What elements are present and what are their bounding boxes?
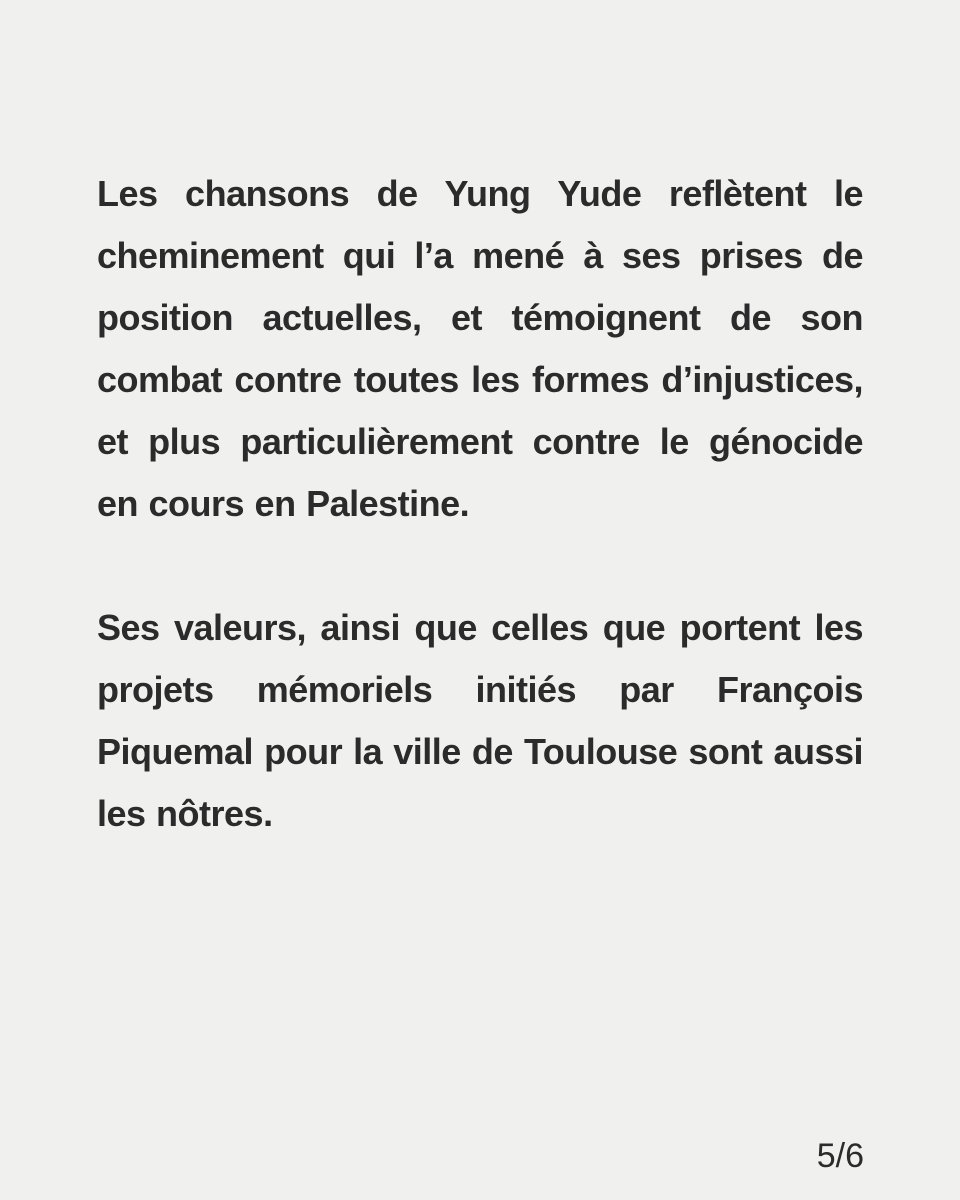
paragraph-values: Ses valeurs, ainsi que celles que portent les projets mémoriels initiés par François Piquemal pour la ville de Toulouse sont aussi les nôtres.: [97, 607, 863, 834]
page-indicator: 5/6: [816, 1137, 864, 1175]
text-content: [97, 163, 863, 845]
paragraph-yung-yude: Les chansons de Yung Yude reflètent le cheminement qui l’a mené à ses prises de position actuelles, et témoignent de son combat contre toutes les formes d’injustices, et plus particulièrement contre le génocide en cours en Palestine.: [97, 173, 863, 524]
